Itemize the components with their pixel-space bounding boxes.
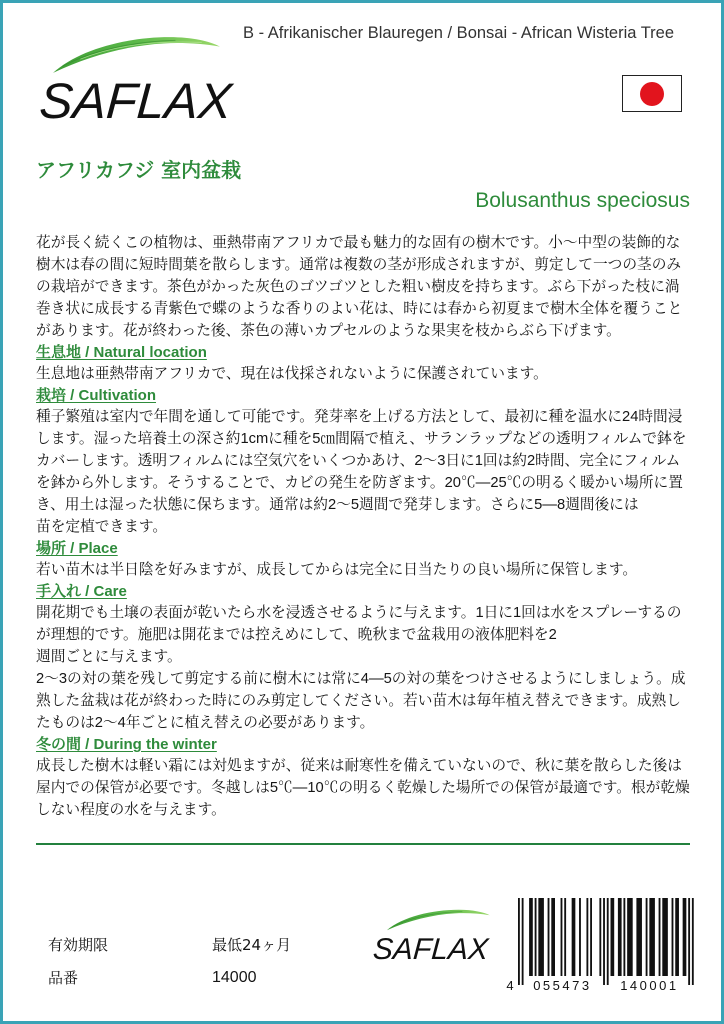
section-heading-label: 栽培 / Cultivation — [36, 387, 157, 404]
logo-wordmark: SAFLAX — [371, 933, 490, 966]
barcode-bar — [636, 898, 642, 976]
expiry-value: 最低24ヶ月 — [212, 936, 292, 954]
section-place — [36, 539, 698, 581]
barcode-bar — [548, 898, 550, 976]
logo-wordmark: SAFLAX — [37, 73, 234, 129]
item-number-value: 14000 — [212, 969, 257, 986]
barcode-digits-left: 055473 — [533, 978, 592, 993]
text-line: 樹木は春の間に短時間葉を散らします。通常は複数の茎が形成されますが、剪定して一つの茎のみ — [36, 257, 682, 273]
barcode-bar — [538, 898, 544, 976]
section-heading — [36, 735, 698, 755]
saflax-logo — [36, 30, 241, 129]
text-line: 生息地は亜熱帯南アフリカで、現在は伐採されないように保護されています。 — [36, 366, 548, 382]
section-winter — [36, 735, 698, 821]
barcode-bar — [599, 898, 601, 976]
barcode-bar — [561, 898, 563, 976]
barcode-bar — [564, 898, 566, 976]
text-line: があります。花が終わった後、茶色の薄いカプセルのような果実を枝からぶら下げます。 — [36, 323, 621, 339]
barcode-bar — [586, 898, 588, 976]
barcode-guard-bar — [607, 898, 609, 985]
barcode-bar — [618, 898, 622, 976]
barcode-bar — [611, 898, 615, 976]
text-line: 苗を定植できます。 — [36, 519, 168, 535]
ean-barcode — [504, 896, 696, 996]
expiry-label: 有効期限 — [48, 936, 109, 954]
barcode-guard-bar — [518, 898, 520, 985]
barcode-bar — [590, 898, 592, 976]
barcode-bar — [572, 898, 576, 976]
item-number-label: 品番 — [48, 969, 79, 987]
barcode-bar — [683, 898, 687, 976]
barcode-bar — [623, 898, 625, 976]
text-line: き、用土は湿った状態に保ちます。通常は約2～5週間で発芽します。さらに5―8週間後には — [36, 497, 639, 513]
text-line: 週間ごとに与えます。 — [36, 649, 182, 665]
barcode-guard-bar — [692, 898, 694, 985]
section-natural-location — [36, 343, 698, 385]
barcode-bar — [535, 898, 537, 976]
leaf-swoosh-icon — [385, 908, 491, 932]
text-line: 2～3の対の葉を残して剪定する前に樹木には常に4―5の対の葉をつけさせるようにしましょう。成 — [36, 671, 686, 687]
footer-divider — [36, 843, 690, 845]
text-line: 種子繁殖は室内で年間を通して可能です。発芽率を上げる方法として、最初に種を温水に24時間浸 — [36, 409, 683, 425]
barcode-guard-bar — [603, 898, 605, 985]
barcode-digits-right: 140001 — [620, 978, 679, 993]
barcode-bar — [551, 898, 555, 976]
text-line: 成長した樹木は軽い霜には対処ますが、従来は耐寒性を備えていないので、秋に葉を散らした後は — [36, 758, 682, 774]
barcode-bar — [627, 898, 633, 976]
section-care — [36, 582, 698, 734]
text-line: 開花期でも土壌の表面が乾いたら水を浸透させるように与えます。1日に1回は水をスプレーするの — [36, 605, 682, 621]
text-line: が理想的です。施肥は開花までは控えめにして、晩秋まで盆栽用の液体肥料を2 — [36, 627, 557, 643]
section-heading-label: 手入れ / Care — [36, 583, 127, 600]
intro-paragraph — [36, 232, 698, 342]
product-line-header: B - Afrikanischer Blauregen / Bonsai - African Wisteria Tree — [243, 24, 675, 42]
text-line: を鉢から外します。そうすることで、カビの発生を防ぎます。20℃―25℃の明るく暖かい場所に置 — [36, 475, 683, 491]
barcode-bar — [662, 898, 668, 976]
section-heading — [36, 539, 698, 559]
barcode-bars — [518, 898, 694, 985]
product-title: アフリカフジ 室内盆栽 — [36, 158, 242, 182]
text-line: 巻き状に成長する青紫色で蝶のような香りのよい花は、時には春から初夏まで樹木全体を覆うこと — [36, 301, 683, 317]
flag-sun-disc — [640, 82, 664, 106]
description-body — [36, 232, 698, 821]
barcode-bar — [672, 898, 674, 976]
botanical-name: Bolusanthus speciosus — [475, 189, 690, 212]
saflax-logo-small — [370, 906, 494, 968]
barcode-bar — [675, 898, 679, 976]
barcode-guard-bar — [688, 898, 690, 985]
section-cultivation — [36, 386, 698, 538]
section-heading — [36, 343, 698, 363]
section-heading-label: 生息地 / Natural location — [36, 344, 207, 361]
text-line: の栽培ができます。茶色がかった灰色のゴツゴツとした粗い樹皮を持ちます。ぶら下がった枝に渦 — [36, 279, 680, 295]
text-line: します。湿った培養土の深さ約1cmに種を5㎝間隔で植え、サランラップなどの透明フィルムで鉢を — [36, 431, 687, 447]
barcode-bar — [649, 898, 655, 976]
barcode-bar — [646, 898, 648, 976]
section-heading-label: 場所 / Place — [36, 540, 118, 557]
barcode-bar — [529, 898, 533, 976]
text-line: 花が長く続くこの植物は、亜熱帯南アフリカで最も魅力的な固有の樹木です。小～中型の装飾的な — [36, 235, 681, 251]
section-heading — [36, 386, 698, 406]
text-line: たものは2～4年ごとに植え替えの必要があります。 — [36, 715, 375, 731]
leaf-swoosh-icon — [50, 34, 222, 76]
text-line: 若い苗木は半日陰を好みますが、成長してからは完全に日当たりの良い場所に保管します。 — [36, 562, 638, 578]
barcode-guard-bar — [522, 898, 524, 985]
section-heading — [36, 582, 698, 602]
barcode-bar — [659, 898, 661, 976]
text-line: しない程度の水を与えます。 — [36, 802, 226, 818]
text-line: カバーします。透明フィルムには空気穴をいくつかあけ、2～3日に1回は約2時間、完全にフィルム — [36, 453, 681, 469]
text-line: 熟した盆栽は花が終わった時にのみ剪定してください。若い苗木は毎年植え替えできます。成熟し — [36, 693, 681, 709]
barcode-digit-first: 4 — [506, 978, 514, 993]
section-heading-label: 冬の間 / During the winter — [36, 736, 217, 753]
japan-flag-icon — [622, 75, 682, 112]
text-line: 屋内での保管が必要です。冬越しは5℃―10℃の明るく乾燥した場所での保管が最適です。根が乾燥 — [36, 780, 690, 796]
barcode-bar — [579, 898, 581, 976]
